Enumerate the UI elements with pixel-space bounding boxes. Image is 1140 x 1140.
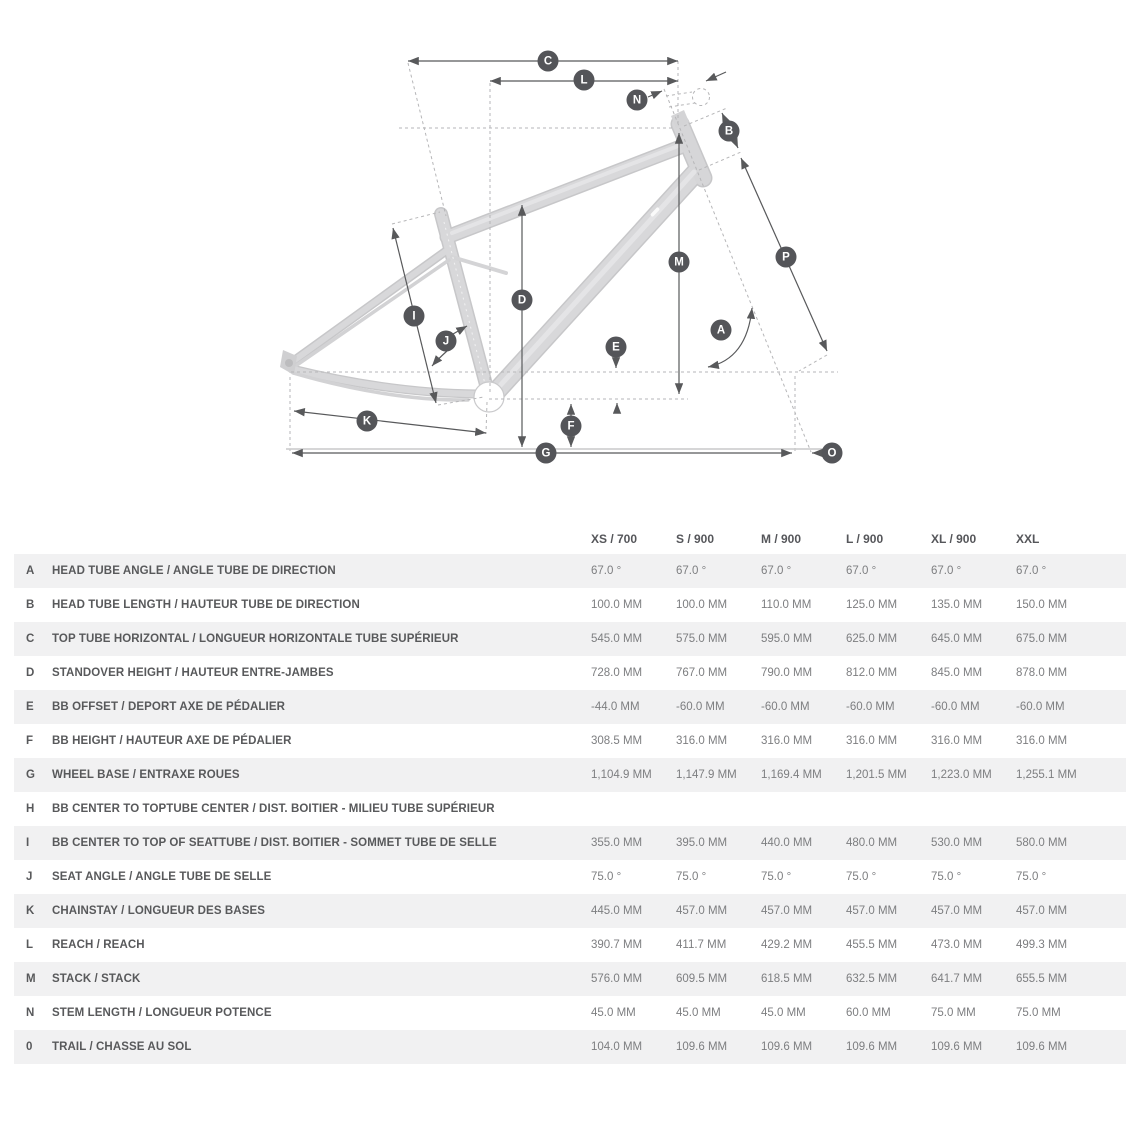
- row-value: 411.7 MM: [676, 939, 727, 951]
- stem-pointer-arrow: [706, 72, 726, 81]
- row-value: 1,255.1 MM: [1016, 769, 1077, 781]
- row-letter: K: [26, 905, 35, 917]
- row-value: 457.0 MM: [846, 905, 898, 917]
- diagram-label-C: [538, 51, 559, 72]
- row-value: 67.0 °: [676, 565, 707, 577]
- table-row-K: [14, 894, 1126, 928]
- row-label: TRAIL / CHASSE AU SOL: [52, 1041, 192, 1053]
- row-value: 109.6 MM: [1016, 1041, 1068, 1053]
- row-value: 316.0 MM: [761, 735, 813, 747]
- svg-text:N: N: [632, 94, 642, 107]
- row-value: 390.7 MM: [591, 939, 643, 951]
- row-value: 455.5 MM: [846, 939, 898, 951]
- size-header-4: XL / 900: [931, 532, 977, 546]
- row-value: 150.0 MM: [1016, 599, 1068, 611]
- row-value: 75.0 °: [846, 871, 877, 883]
- svg-text:E: E: [612, 341, 620, 354]
- row-value: 316.0 MM: [1016, 735, 1068, 747]
- row-letter: B: [26, 599, 35, 611]
- svg-text:C: C: [543, 55, 553, 68]
- row-value: 395.0 MM: [676, 837, 728, 849]
- svg-text:O: O: [827, 447, 837, 460]
- svg-text:P: P: [782, 251, 790, 264]
- row-value: 100.0 MM: [591, 599, 643, 611]
- row-label: HEAD TUBE ANGLE / ANGLE TUBE DE DIRECTION: [52, 565, 336, 577]
- table-row-L: [14, 928, 1126, 962]
- table-row-D: [14, 656, 1126, 690]
- row-value: 109.6 MM: [931, 1041, 983, 1053]
- table-row-G: [14, 758, 1126, 792]
- table-row-I: [14, 826, 1126, 860]
- table-row-A: [14, 554, 1126, 588]
- diagram-label-L: [574, 70, 595, 91]
- row-value: 1,223.0 MM: [931, 769, 992, 781]
- row-value: 767.0 MM: [676, 667, 728, 679]
- size-header-2: M / 900: [761, 532, 802, 546]
- row-value: 1,201.5 MM: [846, 769, 907, 781]
- row-letter: D: [26, 667, 35, 679]
- row-value: 440.0 MM: [761, 837, 813, 849]
- diagram-label-E: [606, 337, 627, 358]
- row-value: 60.0 MM: [846, 1007, 891, 1019]
- row-value: 104.0 MM: [591, 1041, 643, 1053]
- row-label: STACK / STACK: [52, 973, 141, 985]
- row-label: BB CENTER TO TOP OF SEATTUBE / DIST. BOITIER - SOMMET TUBE DE SELLE: [52, 837, 497, 849]
- row-value: 655.5 MM: [1016, 973, 1068, 985]
- row-value: 545.0 MM: [591, 633, 643, 645]
- svg-text:L: L: [580, 74, 588, 87]
- diagram-label-D: [512, 290, 533, 311]
- row-value: 728.0 MM: [591, 667, 643, 679]
- row-value: 499.3 MM: [1016, 939, 1068, 951]
- row-letter: A: [26, 565, 35, 577]
- bottom-bracket: [474, 382, 504, 412]
- geometry-diagram: [0, 0, 1140, 515]
- table-row-B: [14, 588, 1126, 622]
- row-letter: 0: [26, 1041, 33, 1053]
- row-value: 625.0 MM: [846, 633, 898, 645]
- row-value: 109.6 MM: [676, 1041, 728, 1053]
- row-label: STANDOVER HEIGHT / HAUTEUR ENTRE-JAMBES: [52, 667, 334, 679]
- row-value: 75.0 °: [761, 871, 792, 883]
- svg-text:J: J: [442, 335, 450, 348]
- size-header-5: XXL: [1016, 532, 1040, 546]
- diagram-label-A: [711, 320, 732, 341]
- row-value: 457.0 MM: [676, 905, 728, 917]
- row-value: 1,147.9 MM: [676, 769, 737, 781]
- table-row-0: [14, 1030, 1126, 1064]
- row-letter: H: [26, 803, 35, 815]
- row-value: 67.0 °: [1016, 565, 1047, 577]
- diagram-label-F: [561, 416, 582, 437]
- row-value: -60.0 MM: [676, 701, 725, 713]
- row-value: 125.0 MM: [846, 599, 898, 611]
- row-value: 480.0 MM: [846, 837, 898, 849]
- svg-text:D: D: [517, 294, 527, 307]
- row-value: 845.0 MM: [931, 667, 983, 679]
- row-value: 675.0 MM: [1016, 633, 1068, 645]
- row-value: 575.0 MM: [676, 633, 728, 645]
- row-value: 75.0 MM: [931, 1007, 976, 1019]
- row-value: 445.0 MM: [591, 905, 643, 917]
- row-label: BB HEIGHT / HAUTEUR AXE DE PÉDALIER: [52, 735, 292, 747]
- row-value: 316.0 MM: [676, 735, 728, 747]
- row-value: 457.0 MM: [1016, 905, 1068, 917]
- row-value: -44.0 MM: [591, 701, 640, 713]
- svg-text:M: M: [674, 256, 684, 269]
- diagram-badges: [357, 51, 843, 464]
- row-label: WHEEL BASE / ENTRAXE ROUES: [52, 769, 240, 781]
- table-header-row: [14, 524, 1126, 554]
- row-value: 75.0 °: [931, 871, 962, 883]
- row-value: 109.6 MM: [846, 1041, 898, 1053]
- row-value: 67.0 °: [761, 565, 792, 577]
- row-value: 530.0 MM: [931, 837, 983, 849]
- table-row-C: [14, 622, 1126, 656]
- svg-text:F: F: [567, 420, 575, 433]
- row-value: 135.0 MM: [931, 599, 983, 611]
- row-letter: N: [26, 1007, 35, 1019]
- row-value: 45.0 MM: [676, 1007, 721, 1019]
- diagram-label-P: [776, 247, 797, 268]
- bike-frame: [280, 110, 703, 412]
- row-label: TOP TUBE HORIZONTAL / LONGUEUR HORIZONTALE TUBE SUPÉRIEUR: [52, 633, 459, 645]
- row-label: REACH / REACH: [52, 939, 145, 951]
- row-letter: J: [26, 871, 33, 883]
- row-value: 75.0 °: [1016, 871, 1047, 883]
- dim-J-arc: [432, 351, 447, 366]
- table-row-H: [14, 792, 1126, 826]
- row-value: 1,169.4 MM: [761, 769, 822, 781]
- row-value: 576.0 MM: [591, 973, 643, 985]
- row-value: 641.7 MM: [931, 973, 983, 985]
- row-value: 316.0 MM: [846, 735, 898, 747]
- svg-text:G: G: [541, 447, 551, 460]
- row-value: 45.0 MM: [761, 1007, 806, 1019]
- row-value: 109.6 MM: [761, 1041, 813, 1053]
- svg-text:K: K: [362, 415, 372, 428]
- table-row-E: [14, 690, 1126, 724]
- svg-text:A: A: [716, 324, 726, 337]
- row-value: 110.0 MM: [761, 599, 812, 611]
- size-header-0: XS / 700: [591, 532, 638, 546]
- row-value: -60.0 MM: [1016, 701, 1065, 713]
- diagram-label-B: [719, 121, 740, 142]
- row-value: 1,104.9 MM: [591, 769, 652, 781]
- row-label: BB CENTER TO TOPTUBE CENTER / DIST. BOITIER - MILIEU TUBE SUPÉRIEUR: [52, 803, 495, 815]
- svg-text:B: B: [724, 125, 734, 138]
- row-letter: F: [26, 735, 34, 747]
- diagram-label-K: [357, 411, 378, 432]
- dimension-lines: [292, 61, 830, 453]
- row-value: 878.0 MM: [1016, 667, 1068, 679]
- diagram-label-M: [669, 252, 690, 273]
- row-value: 609.5 MM: [676, 973, 728, 985]
- row-value: -60.0 MM: [761, 701, 810, 713]
- table-row-F: [14, 724, 1126, 758]
- row-value: 67.0 °: [931, 565, 962, 577]
- row-label: CHAINSTAY / LONGUEUR DES BASES: [52, 905, 266, 917]
- row-label: STEM LENGTH / LONGUEUR POTENCE: [52, 1007, 272, 1019]
- table-row-J: [14, 860, 1126, 894]
- row-value: 67.0 °: [846, 565, 877, 577]
- row-value: -60.0 MM: [931, 701, 980, 713]
- row-value: 429.2 MM: [761, 939, 813, 951]
- size-header-1: S / 900: [676, 532, 715, 546]
- bike-frame-diagram: [0, 0, 1140, 515]
- row-value: 45.0 MM: [591, 1007, 636, 1019]
- row-letter: C: [26, 633, 35, 645]
- table-row-M: [14, 962, 1126, 996]
- row-value: 645.0 MM: [931, 633, 983, 645]
- diagram-label-O: [822, 443, 843, 464]
- row-letter: L: [26, 939, 34, 951]
- row-value: 457.0 MM: [761, 905, 813, 917]
- row-value: 618.5 MM: [761, 973, 813, 985]
- geometry-table: [14, 524, 1126, 1064]
- row-letter: E: [26, 701, 34, 713]
- row-value: 473.0 MM: [931, 939, 983, 951]
- row-value: 812.0 MM: [846, 667, 898, 679]
- row-value: 355.0 MM: [591, 837, 643, 849]
- diagram-label-N: [627, 90, 648, 111]
- table-row-N: [14, 996, 1126, 1030]
- row-letter: I: [26, 837, 30, 849]
- row-label: SEAT ANGLE / ANGLE TUBE DE SELLE: [52, 871, 272, 883]
- row-value: 790.0 MM: [761, 667, 813, 679]
- dim-N-arrow: [648, 91, 662, 97]
- row-value: 316.0 MM: [931, 735, 983, 747]
- diagram-label-J: [436, 331, 457, 352]
- svg-text:I: I: [412, 310, 416, 323]
- row-value: 67.0 °: [591, 565, 622, 577]
- dim-K: [294, 411, 486, 433]
- row-label: HEAD TUBE LENGTH / HAUTEUR TUBE DE DIRECTION: [52, 599, 360, 611]
- diagram-label-I: [404, 306, 425, 327]
- size-header-3: L / 900: [846, 532, 884, 546]
- row-value: 632.5 MM: [846, 973, 898, 985]
- row-value: 100.0 MM: [676, 599, 728, 611]
- handlebar-circle: [693, 89, 710, 106]
- row-value: 595.0 MM: [761, 633, 813, 645]
- row-value: 75.0 °: [591, 871, 622, 883]
- row-value: -60.0 MM: [846, 701, 895, 713]
- seat-stay: [292, 251, 446, 362]
- row-value: 580.0 MM: [1016, 837, 1068, 849]
- row-letter: G: [26, 769, 35, 781]
- diagram-label-G: [536, 443, 557, 464]
- row-value: 457.0 MM: [931, 905, 983, 917]
- row-value: 75.0 °: [676, 871, 707, 883]
- row-label: BB OFFSET / DEPORT AXE DE PÉDALIER: [52, 701, 285, 713]
- row-letter: M: [26, 973, 36, 985]
- row-value: 75.0 MM: [1016, 1007, 1061, 1019]
- row-value: 308.5 MM: [591, 735, 643, 747]
